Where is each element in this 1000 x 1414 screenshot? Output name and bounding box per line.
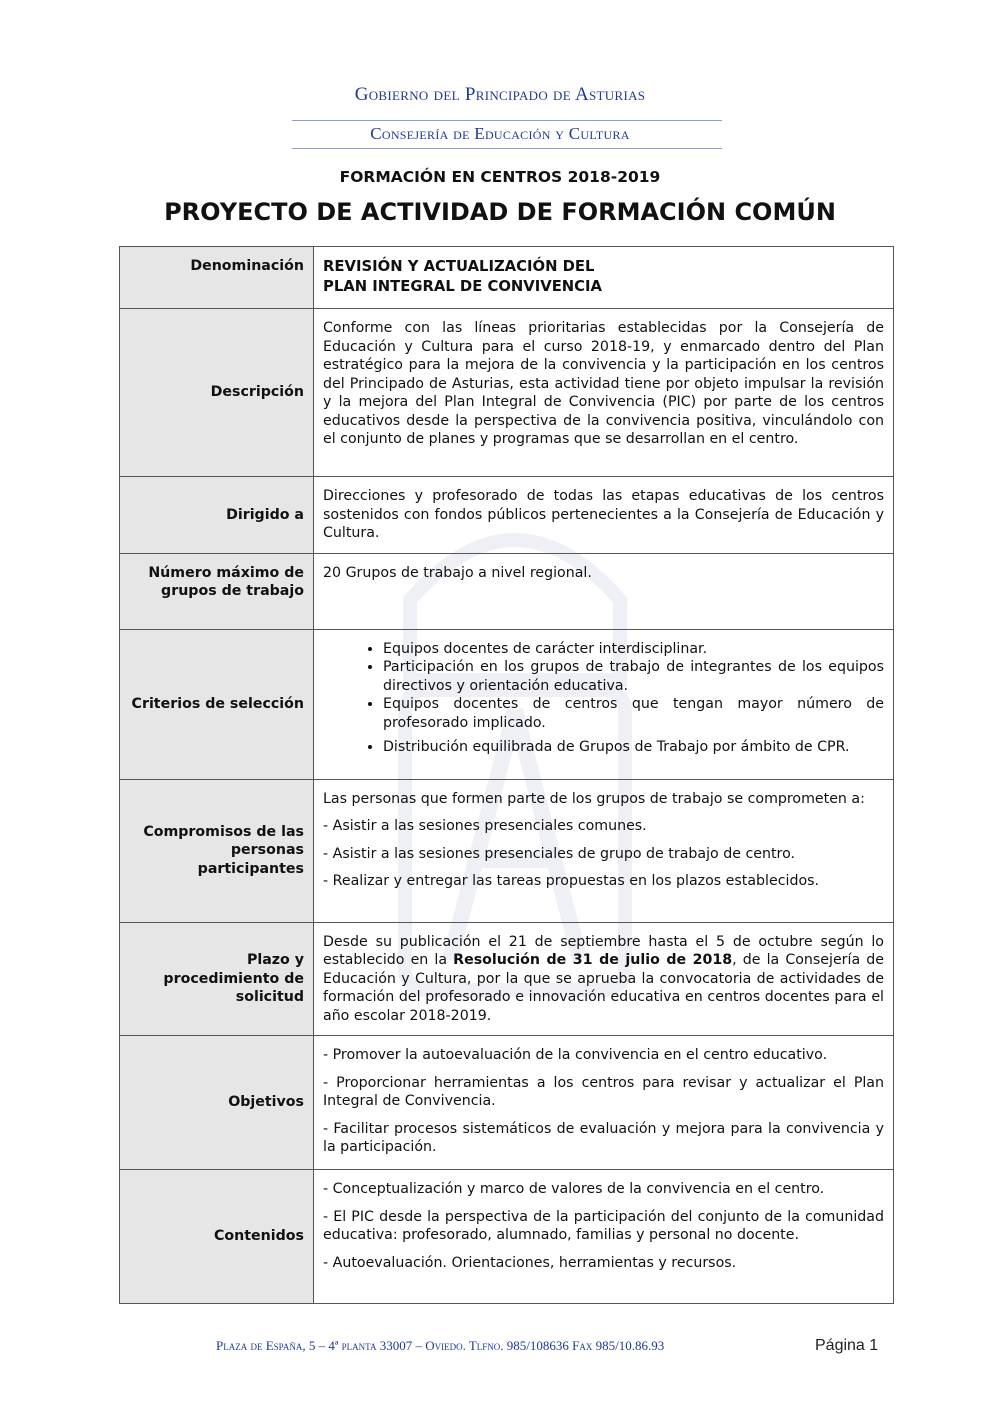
list-item: • Equipos docentes de carácter interdisciplinar. xyxy=(383,640,884,659)
label-denominacion: Denominación xyxy=(120,247,314,309)
row-objetivos xyxy=(120,1036,894,1170)
value-descripcion: Conforme con las líneas prioritarias establecidas por la Consejería de Educación y Cultura para el curso 2018-19, y enmarcado dentro del Plan estratégico para la mejora de la convivencia y la participación en los centros del Principado de Asturias, esta actividad tiene por objeto impulsar la revisión y la mejora del Plan Integral de Convivencia (PIC) por parte de los centros educativos desde la perspectiva de la convivencia positiva, vinculándolo con el conjunto de planes y programas que se desarrollan en el centro. xyxy=(314,309,894,477)
label-contenidos: Contenidos xyxy=(120,1170,314,1304)
list-item: • Distribución equilibrada de Grupos de Trabajo por ámbito de CPR. xyxy=(383,738,884,757)
label-dirigido: Dirigido a xyxy=(120,477,314,554)
list-item: - Asistir a las sesiones presenciales comunes. xyxy=(323,818,647,834)
list-item: - Realizar y entregar las tareas propuestas en los plazos establecidos. xyxy=(323,873,820,889)
document-title: PROYECTO DE ACTIVIDAD DE FORMACIÓN COMÚN xyxy=(164,198,836,226)
list-item: - Autoevaluación. Orientaciones, herramientas y recursos. xyxy=(323,1254,737,1271)
value-criterios xyxy=(314,629,894,779)
activity-table xyxy=(119,246,894,1304)
label-compromisos: Compromisos de las personas participantes xyxy=(120,779,314,922)
value-contenidos xyxy=(314,1170,894,1304)
plazo-resolution: Resolución de 31 de julio de 2018 xyxy=(453,952,733,968)
plazo-text-before: Desde su publicación el 21 de septiembre hasta el 5 de octubre según lo establecido en la xyxy=(323,933,884,968)
list-item: - Facilitar procesos sistemáticos de evaluación y mejora para la convivencia y la participación. xyxy=(323,1120,884,1155)
compromisos-intro: Las personas que formen parte de los grupos de trabajo se comprometen a: xyxy=(323,790,865,807)
header-divider xyxy=(292,148,722,149)
row-plazo xyxy=(120,922,894,1036)
value-objetivos xyxy=(314,1036,894,1170)
row-compromisos xyxy=(120,779,894,922)
value-dirigido: Direcciones y profesorado de todas las etapas educativas de los centros sostenidos con fondos públicos pertenecientes a la Consejería de Educación y Cultura. xyxy=(314,477,894,554)
row-denominacion xyxy=(120,247,894,309)
plazo-text-after: , de la Consejería de Educación y Cultura, por la que se aprueba la convocatoria de actividades de formación del profesorado e innovación educativa en centros docentes para el año escolar 2018-2019. xyxy=(323,952,884,1024)
list-item: - Promover la autoevaluación de la convivencia en el centro educativo. xyxy=(323,1047,828,1063)
label-numero: Número máximo de grupos de trabajo xyxy=(120,553,314,629)
list-item: • Equipos docentes de centros que tengan mayor número de profesorado implicado. xyxy=(383,695,884,732)
label-plazo: Plazo y procedimiento de solicitud xyxy=(120,922,314,1036)
denominacion-line-1: REVISIÓN Y ACTUALIZACIÓN DEL xyxy=(323,258,595,275)
header-organization: Gobierno del Principado de Asturias xyxy=(354,84,646,105)
value-plazo xyxy=(314,922,894,1036)
list-item: - Conceptualización y marco de valores de la convivencia en el centro. xyxy=(323,1181,825,1197)
footer-address: Plaza de España, 5 – 4ª planta 33007 – Oviedo. Tlfno. 985/108636 Fax 985/10.86.93 xyxy=(216,1338,665,1353)
denominacion-line-2: PLAN INTEGRAL DE CONVIVENCIA xyxy=(323,278,603,295)
header-divider xyxy=(292,120,722,121)
label-objetivos: Objetivos xyxy=(120,1036,314,1170)
criterios-list xyxy=(323,640,884,757)
label-criterios: Criterios de selección xyxy=(120,629,314,779)
page-number: Página 1 xyxy=(815,1337,879,1354)
document-subtitle: FORMACIÓN EN CENTROS 2018-2019 xyxy=(339,168,661,186)
row-dirigido xyxy=(120,477,894,554)
row-contenidos xyxy=(120,1170,894,1304)
row-numero xyxy=(120,553,894,629)
value-compromisos xyxy=(314,779,894,922)
row-criterios xyxy=(120,629,894,779)
list-item: - El PIC desde la perspectiva de la participación del conjunto de la comunidad educativa: profesorado, alumnado, familias y personal no docente. xyxy=(323,1208,884,1243)
value-denominacion xyxy=(314,247,894,309)
list-item: - Proporcionar herramientas a los centros para revisar y actualizar el Plan Integral de Convivencia. xyxy=(323,1074,884,1109)
row-descripcion xyxy=(120,309,894,477)
value-numero: 20 Grupos de trabajo a nivel regional. xyxy=(314,553,894,629)
list-item: • Participación en los grupos de trabajo de integrantes de los equipos directivos y orientación educativa. xyxy=(383,658,884,695)
header-department: Consejería de Educación y Cultura xyxy=(370,124,630,143)
label-descripcion: Descripción xyxy=(120,309,314,477)
list-item: - Asistir a las sesiones presenciales de grupo de trabajo de centro. xyxy=(323,845,796,862)
